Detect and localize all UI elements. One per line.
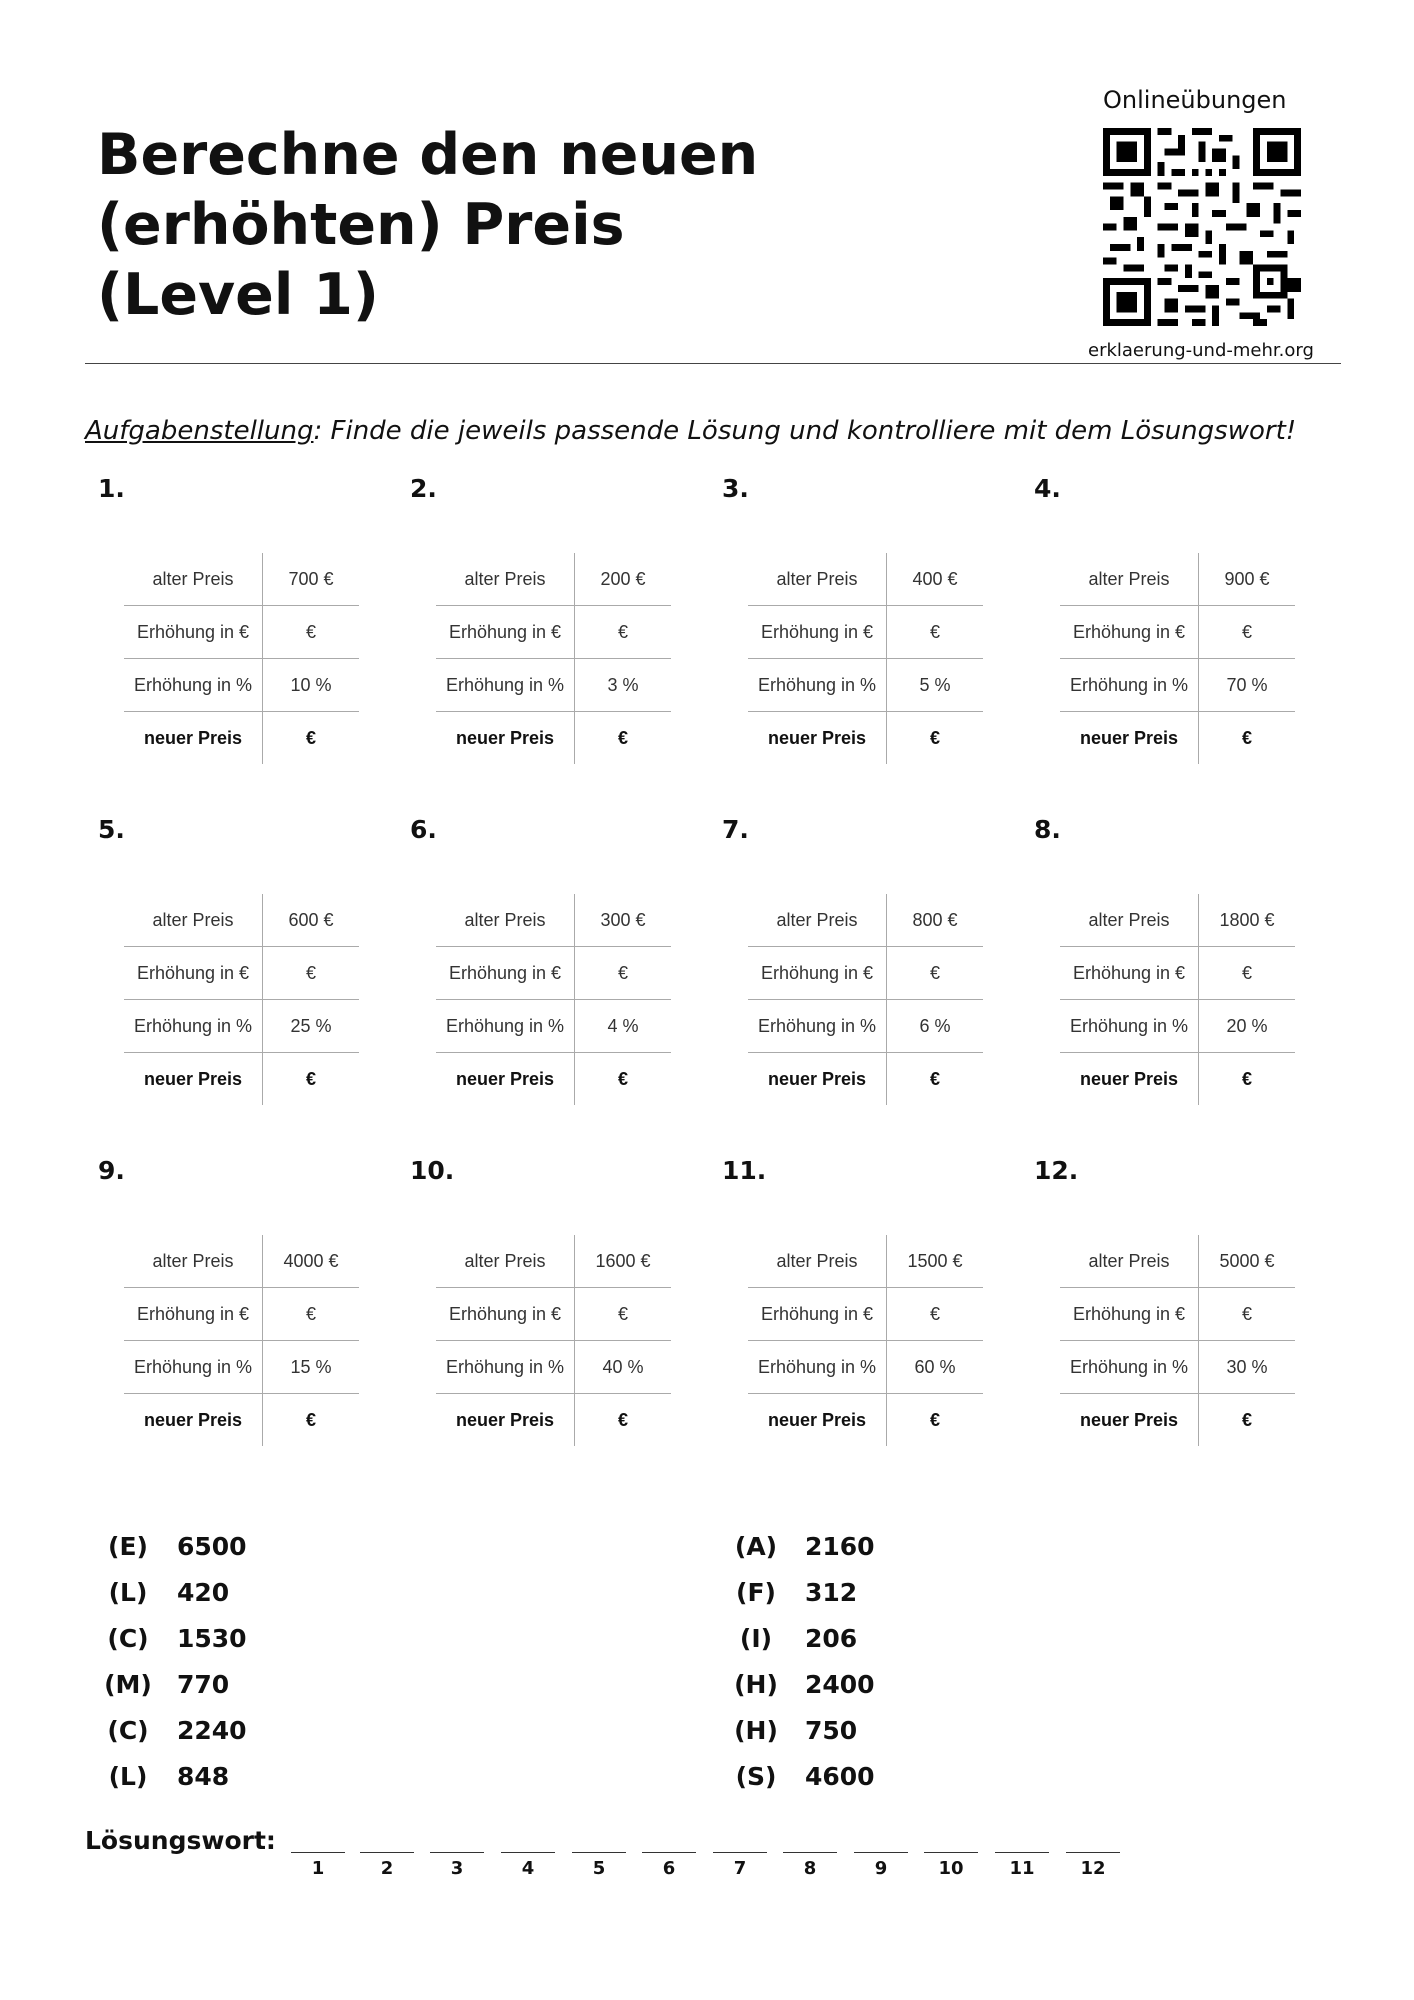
problem-number: 6. xyxy=(410,815,437,844)
row-value: 10 % xyxy=(263,659,360,712)
problem-number: 2. xyxy=(410,474,437,503)
answer-letter: (M) xyxy=(104,1669,152,1699)
row-label: Erhöhung in % xyxy=(124,1341,263,1394)
row-value[interactable]: € xyxy=(1199,1394,1296,1447)
solution-slot-10[interactable] xyxy=(924,1822,978,1882)
row-label: Erhöhung in € xyxy=(748,606,887,659)
row-label: Erhöhung in € xyxy=(748,1288,887,1341)
problem-1 xyxy=(85,474,385,774)
row-value: 200 € xyxy=(600,568,646,589)
table-row xyxy=(748,606,983,659)
row-value[interactable]: € xyxy=(263,947,360,1000)
problem-8 xyxy=(1021,815,1321,1115)
row-value[interactable]: € xyxy=(575,947,672,1000)
row-label: alter Preis xyxy=(436,1235,575,1288)
table-row xyxy=(1060,712,1295,765)
row-value: 20 % xyxy=(1199,1000,1296,1053)
table-row xyxy=(124,894,359,947)
qr-label: Onlineübungen xyxy=(1103,86,1287,114)
row-label: Erhöhung in € xyxy=(436,606,575,659)
slot-number: 8 xyxy=(803,1858,817,1879)
table-row xyxy=(748,947,983,1000)
problem-2 xyxy=(397,474,697,774)
answer-value: 1530 xyxy=(177,1623,247,1653)
row-label: alter Preis xyxy=(1060,1235,1199,1288)
row-label: alter Preis xyxy=(748,553,887,606)
row-value: 6 % xyxy=(887,1000,984,1053)
page-title xyxy=(97,120,897,330)
price-table xyxy=(748,1235,983,1446)
row-label: neuer Preis xyxy=(1060,1394,1199,1447)
price-table xyxy=(1060,1235,1295,1446)
answer-value: 312 xyxy=(805,1577,858,1607)
row-value: 900 € xyxy=(1224,568,1270,589)
row-label: neuer Preis xyxy=(436,1394,575,1447)
answer-value: 770 xyxy=(177,1669,230,1699)
row-label: alter Preis xyxy=(436,894,575,947)
row-value: 300 € xyxy=(600,909,646,930)
answer-letter: (A) xyxy=(734,1531,778,1561)
table-row xyxy=(436,1288,671,1341)
problem-number: 8. xyxy=(1034,815,1061,844)
slot-line[interactable] xyxy=(995,1852,1049,1853)
row-value[interactable]: € xyxy=(887,1053,984,1106)
row-value[interactable]: € xyxy=(1199,1288,1296,1341)
answer-value: 2400 xyxy=(805,1669,875,1699)
table-row xyxy=(436,659,671,712)
problem-number: 3. xyxy=(722,474,749,503)
row-label: Erhöhung in % xyxy=(1060,1341,1199,1394)
table-row xyxy=(748,1235,983,1288)
row-label: Erhöhung in € xyxy=(436,1288,575,1341)
row-value: 70 % xyxy=(1199,659,1296,712)
row-label: Erhöhung in % xyxy=(436,1000,575,1053)
row-value: 3 % xyxy=(575,659,672,712)
slot-line[interactable] xyxy=(1066,1852,1120,1853)
problem-3 xyxy=(709,474,1009,774)
row-value: 5 % xyxy=(887,659,984,712)
price-table xyxy=(124,1235,359,1446)
problem-10 xyxy=(397,1156,697,1456)
table-row xyxy=(436,1235,671,1288)
slot-number: 3 xyxy=(450,1858,464,1879)
answer-option xyxy=(727,1569,1027,1615)
row-label: alter Preis xyxy=(124,1235,263,1288)
problem-number: 9. xyxy=(98,1156,125,1185)
solution-slot-6[interactable] xyxy=(642,1822,696,1882)
slot-line[interactable] xyxy=(713,1852,767,1853)
row-value[interactable]: € xyxy=(1199,712,1296,765)
row-label: Erhöhung in € xyxy=(124,606,263,659)
row-label: alter Preis xyxy=(748,894,887,947)
row-value[interactable]: € xyxy=(887,606,984,659)
answer-value: 2160 xyxy=(805,1531,875,1561)
row-label: alter Preis xyxy=(1060,553,1199,606)
table-row xyxy=(124,606,359,659)
slot-line[interactable] xyxy=(430,1852,484,1853)
row-label: alter Preis xyxy=(1060,894,1199,947)
answer-option xyxy=(99,1707,399,1753)
row-value[interactable]: € xyxy=(575,1053,672,1106)
table-row xyxy=(436,1053,671,1106)
row-label: neuer Preis xyxy=(124,1394,263,1447)
price-table xyxy=(748,894,983,1105)
row-value: 800 € xyxy=(912,909,958,930)
answer-letter: (L) xyxy=(108,1761,148,1791)
problem-12 xyxy=(1021,1156,1321,1456)
answer-option xyxy=(99,1523,399,1569)
header-divider xyxy=(85,363,1341,364)
table-row xyxy=(748,1000,983,1053)
answer-option xyxy=(99,1661,399,1707)
slot-line[interactable] xyxy=(924,1852,978,1853)
answer-letter: (F) xyxy=(736,1577,776,1607)
row-value[interactable]: € xyxy=(575,712,672,765)
slot-number: 10 xyxy=(938,1858,964,1879)
task-instructions xyxy=(85,416,1345,446)
row-value[interactable]: € xyxy=(575,1394,672,1447)
row-label: Erhöhung in € xyxy=(436,947,575,1000)
row-label: Erhöhung in € xyxy=(1060,947,1199,1000)
table-row xyxy=(748,894,983,947)
solution-slot-2[interactable] xyxy=(360,1822,414,1882)
row-value[interactable]: € xyxy=(263,1053,360,1106)
solution-slot-5[interactable] xyxy=(572,1822,626,1882)
answer-value: 206 xyxy=(805,1623,858,1653)
row-value[interactable]: € xyxy=(263,1288,360,1341)
answers-right xyxy=(727,1523,1027,1799)
solution-word-label: Lösungswort: xyxy=(85,1826,276,1855)
row-label: Erhöhung in % xyxy=(748,1000,887,1053)
solution-slot-9[interactable] xyxy=(854,1822,908,1882)
slot-line[interactable] xyxy=(783,1852,837,1853)
row-label: Erhöhung in % xyxy=(436,659,575,712)
row-value: 40 % xyxy=(575,1341,672,1394)
title-line: (Level 1) xyxy=(97,262,379,328)
table-row xyxy=(1060,553,1295,606)
table-row xyxy=(436,606,671,659)
row-value: 30 % xyxy=(1199,1341,1296,1394)
price-table xyxy=(748,553,983,764)
title-line: Berechne den neuen xyxy=(97,122,759,188)
slot-line[interactable] xyxy=(501,1852,555,1853)
table-row xyxy=(124,1053,359,1106)
table-row xyxy=(1060,659,1295,712)
answer-letter: (C) xyxy=(107,1715,149,1745)
table-row xyxy=(748,1394,983,1447)
row-value: 1500 € xyxy=(907,1250,963,1271)
slot-line[interactable] xyxy=(291,1852,345,1853)
slot-number: 7 xyxy=(733,1858,747,1879)
row-value[interactable]: € xyxy=(575,1288,672,1341)
row-value: 700 € xyxy=(288,568,334,589)
title-line: (erhöhten) Preis xyxy=(97,192,625,258)
answer-letter: (C) xyxy=(107,1623,149,1653)
table-row xyxy=(1060,1341,1295,1394)
row-label: Erhöhung in % xyxy=(436,1341,575,1394)
solution-slot-4[interactable] xyxy=(501,1822,555,1882)
price-table xyxy=(124,894,359,1105)
slot-line[interactable] xyxy=(572,1852,626,1853)
row-label: neuer Preis xyxy=(436,712,575,765)
row-value: 400 € xyxy=(912,568,958,589)
row-value[interactable]: € xyxy=(263,1394,360,1447)
answer-option xyxy=(727,1615,1027,1661)
row-value[interactable]: € xyxy=(1199,947,1296,1000)
row-label: Erhöhung in € xyxy=(748,947,887,1000)
answer-option xyxy=(727,1707,1027,1753)
row-label: Erhöhung in % xyxy=(1060,659,1199,712)
answer-value: 4600 xyxy=(805,1761,875,1791)
table-row xyxy=(124,1235,359,1288)
row-label: Erhöhung in % xyxy=(1060,1000,1199,1053)
table-row xyxy=(1060,1000,1295,1053)
table-row xyxy=(748,1288,983,1341)
row-value[interactable]: € xyxy=(575,606,672,659)
price-table xyxy=(436,894,671,1105)
row-label: neuer Preis xyxy=(748,712,887,765)
answer-option xyxy=(727,1753,1027,1799)
table-row xyxy=(124,1000,359,1053)
answer-letter: (H) xyxy=(734,1669,778,1699)
slot-number: 6 xyxy=(662,1858,676,1879)
row-label: Erhöhung in % xyxy=(748,659,887,712)
table-row xyxy=(1060,1053,1295,1106)
problem-9 xyxy=(85,1156,385,1456)
row-value: 1800 € xyxy=(1219,909,1275,930)
problem-6 xyxy=(397,815,697,1115)
row-label: alter Preis xyxy=(124,553,263,606)
problem-7 xyxy=(709,815,1009,1115)
solution-slot-7[interactable] xyxy=(713,1822,767,1882)
table-row xyxy=(748,659,983,712)
answer-value: 750 xyxy=(805,1715,858,1745)
row-label: Erhöhung in % xyxy=(124,659,263,712)
qr-code-icon[interactable] xyxy=(1103,128,1301,326)
slot-number: 9 xyxy=(874,1858,888,1879)
row-label: neuer Preis xyxy=(124,712,263,765)
row-label: Erhöhung in % xyxy=(748,1341,887,1394)
price-table xyxy=(124,553,359,764)
answer-option xyxy=(99,1615,399,1661)
row-value[interactable]: € xyxy=(887,1288,984,1341)
answer-option xyxy=(727,1661,1027,1707)
slot-line[interactable] xyxy=(360,1852,414,1853)
solution-slot-11[interactable] xyxy=(995,1822,1049,1882)
table-row xyxy=(124,1288,359,1341)
row-label: neuer Preis xyxy=(124,1053,263,1106)
row-value[interactable]: € xyxy=(263,712,360,765)
row-label: neuer Preis xyxy=(1060,712,1199,765)
price-table xyxy=(436,1235,671,1446)
answer-letter: (L) xyxy=(108,1577,148,1607)
row-label: Erhöhung in € xyxy=(124,947,263,1000)
table-row xyxy=(1060,606,1295,659)
problem-number: 12. xyxy=(1034,1156,1079,1185)
row-label: neuer Preis xyxy=(1060,1053,1199,1106)
table-row xyxy=(1060,1235,1295,1288)
answer-letter: (E) xyxy=(108,1531,148,1561)
row-label: neuer Preis xyxy=(436,1053,575,1106)
row-label: Erhöhung in € xyxy=(1060,1288,1199,1341)
problem-11 xyxy=(709,1156,1009,1456)
answer-letter: (H) xyxy=(734,1715,778,1745)
price-table xyxy=(436,553,671,764)
solution-slot-8[interactable] xyxy=(783,1822,837,1882)
table-row xyxy=(748,1053,983,1106)
row-value: 4 % xyxy=(575,1000,672,1053)
row-value: 5000 € xyxy=(1219,1250,1275,1271)
row-value: 60 % xyxy=(887,1341,984,1394)
price-table xyxy=(1060,894,1295,1105)
slot-number: 12 xyxy=(1080,1858,1106,1879)
problem-number: 5. xyxy=(98,815,125,844)
row-value: 600 € xyxy=(288,909,334,930)
answer-value: 2240 xyxy=(177,1715,247,1745)
table-row xyxy=(124,553,359,606)
table-row xyxy=(436,894,671,947)
answer-letter: (I) xyxy=(739,1623,773,1653)
slot-number: 11 xyxy=(1009,1858,1035,1879)
slot-number: 1 xyxy=(311,1858,325,1879)
solution-slot-1[interactable] xyxy=(291,1822,345,1882)
answer-option xyxy=(727,1523,1027,1569)
row-value[interactable]: € xyxy=(263,606,360,659)
table-row xyxy=(1060,1394,1295,1447)
table-row xyxy=(436,553,671,606)
problem-number: 4. xyxy=(1034,474,1061,503)
answer-letter: (S) xyxy=(735,1761,777,1791)
answer-option xyxy=(99,1753,399,1799)
row-label: Erhöhung in € xyxy=(124,1288,263,1341)
row-value[interactable]: € xyxy=(887,712,984,765)
slot-line[interactable] xyxy=(854,1852,908,1853)
row-label: Erhöhung in € xyxy=(1060,606,1199,659)
slot-number: 2 xyxy=(380,1858,394,1879)
table-row xyxy=(748,712,983,765)
table-row xyxy=(124,947,359,1000)
table-row xyxy=(436,1000,671,1053)
table-row xyxy=(748,553,983,606)
table-row xyxy=(436,947,671,1000)
row-value: 15 % xyxy=(263,1341,360,1394)
row-label: alter Preis xyxy=(436,553,575,606)
problem-5 xyxy=(85,815,385,1115)
row-label: alter Preis xyxy=(124,894,263,947)
slot-line[interactable] xyxy=(642,1852,696,1853)
table-row xyxy=(748,1341,983,1394)
task-text: : Finde die jeweils passende Lösung und kontrolliere mit dem Lösungswort! xyxy=(313,416,1297,446)
price-table xyxy=(1060,553,1295,764)
answer-value: 420 xyxy=(177,1577,230,1607)
row-value[interactable]: € xyxy=(887,947,984,1000)
slot-number: 5 xyxy=(592,1858,606,1879)
solution-slot-3[interactable] xyxy=(430,1822,484,1882)
row-label: neuer Preis xyxy=(748,1394,887,1447)
row-value: 4000 € xyxy=(283,1250,339,1271)
row-label: alter Preis xyxy=(748,1235,887,1288)
table-row xyxy=(1060,947,1295,1000)
answer-value: 6500 xyxy=(177,1531,247,1561)
answer-option xyxy=(99,1569,399,1615)
row-value[interactable]: € xyxy=(1199,606,1296,659)
row-value[interactable]: € xyxy=(1199,1053,1296,1106)
table-row xyxy=(1060,894,1295,947)
task-label: Aufgabenstellung xyxy=(85,416,314,446)
table-row xyxy=(436,1394,671,1447)
table-row xyxy=(124,712,359,765)
table-row xyxy=(124,1341,359,1394)
problem-number: 7. xyxy=(722,815,749,844)
website-label: erklaerung-und-mehr.org xyxy=(1088,340,1314,361)
problem-4 xyxy=(1021,474,1321,774)
answer-value: 848 xyxy=(177,1761,230,1791)
problem-number: 11. xyxy=(722,1156,767,1185)
row-label: Erhöhung in % xyxy=(124,1000,263,1053)
table-row xyxy=(1060,1288,1295,1341)
table-row xyxy=(124,1394,359,1447)
table-row xyxy=(124,659,359,712)
row-value: 1600 € xyxy=(595,1250,651,1271)
problem-number: 10. xyxy=(410,1156,455,1185)
answers-left xyxy=(99,1523,399,1799)
row-value[interactable]: € xyxy=(887,1394,984,1447)
row-label: neuer Preis xyxy=(748,1053,887,1106)
problem-number: 1. xyxy=(98,474,125,503)
table-row xyxy=(436,712,671,765)
solution-slot-12[interactable] xyxy=(1066,1822,1120,1882)
slot-number: 4 xyxy=(521,1858,535,1879)
table-row xyxy=(436,1341,671,1394)
row-value: 25 % xyxy=(263,1000,360,1053)
